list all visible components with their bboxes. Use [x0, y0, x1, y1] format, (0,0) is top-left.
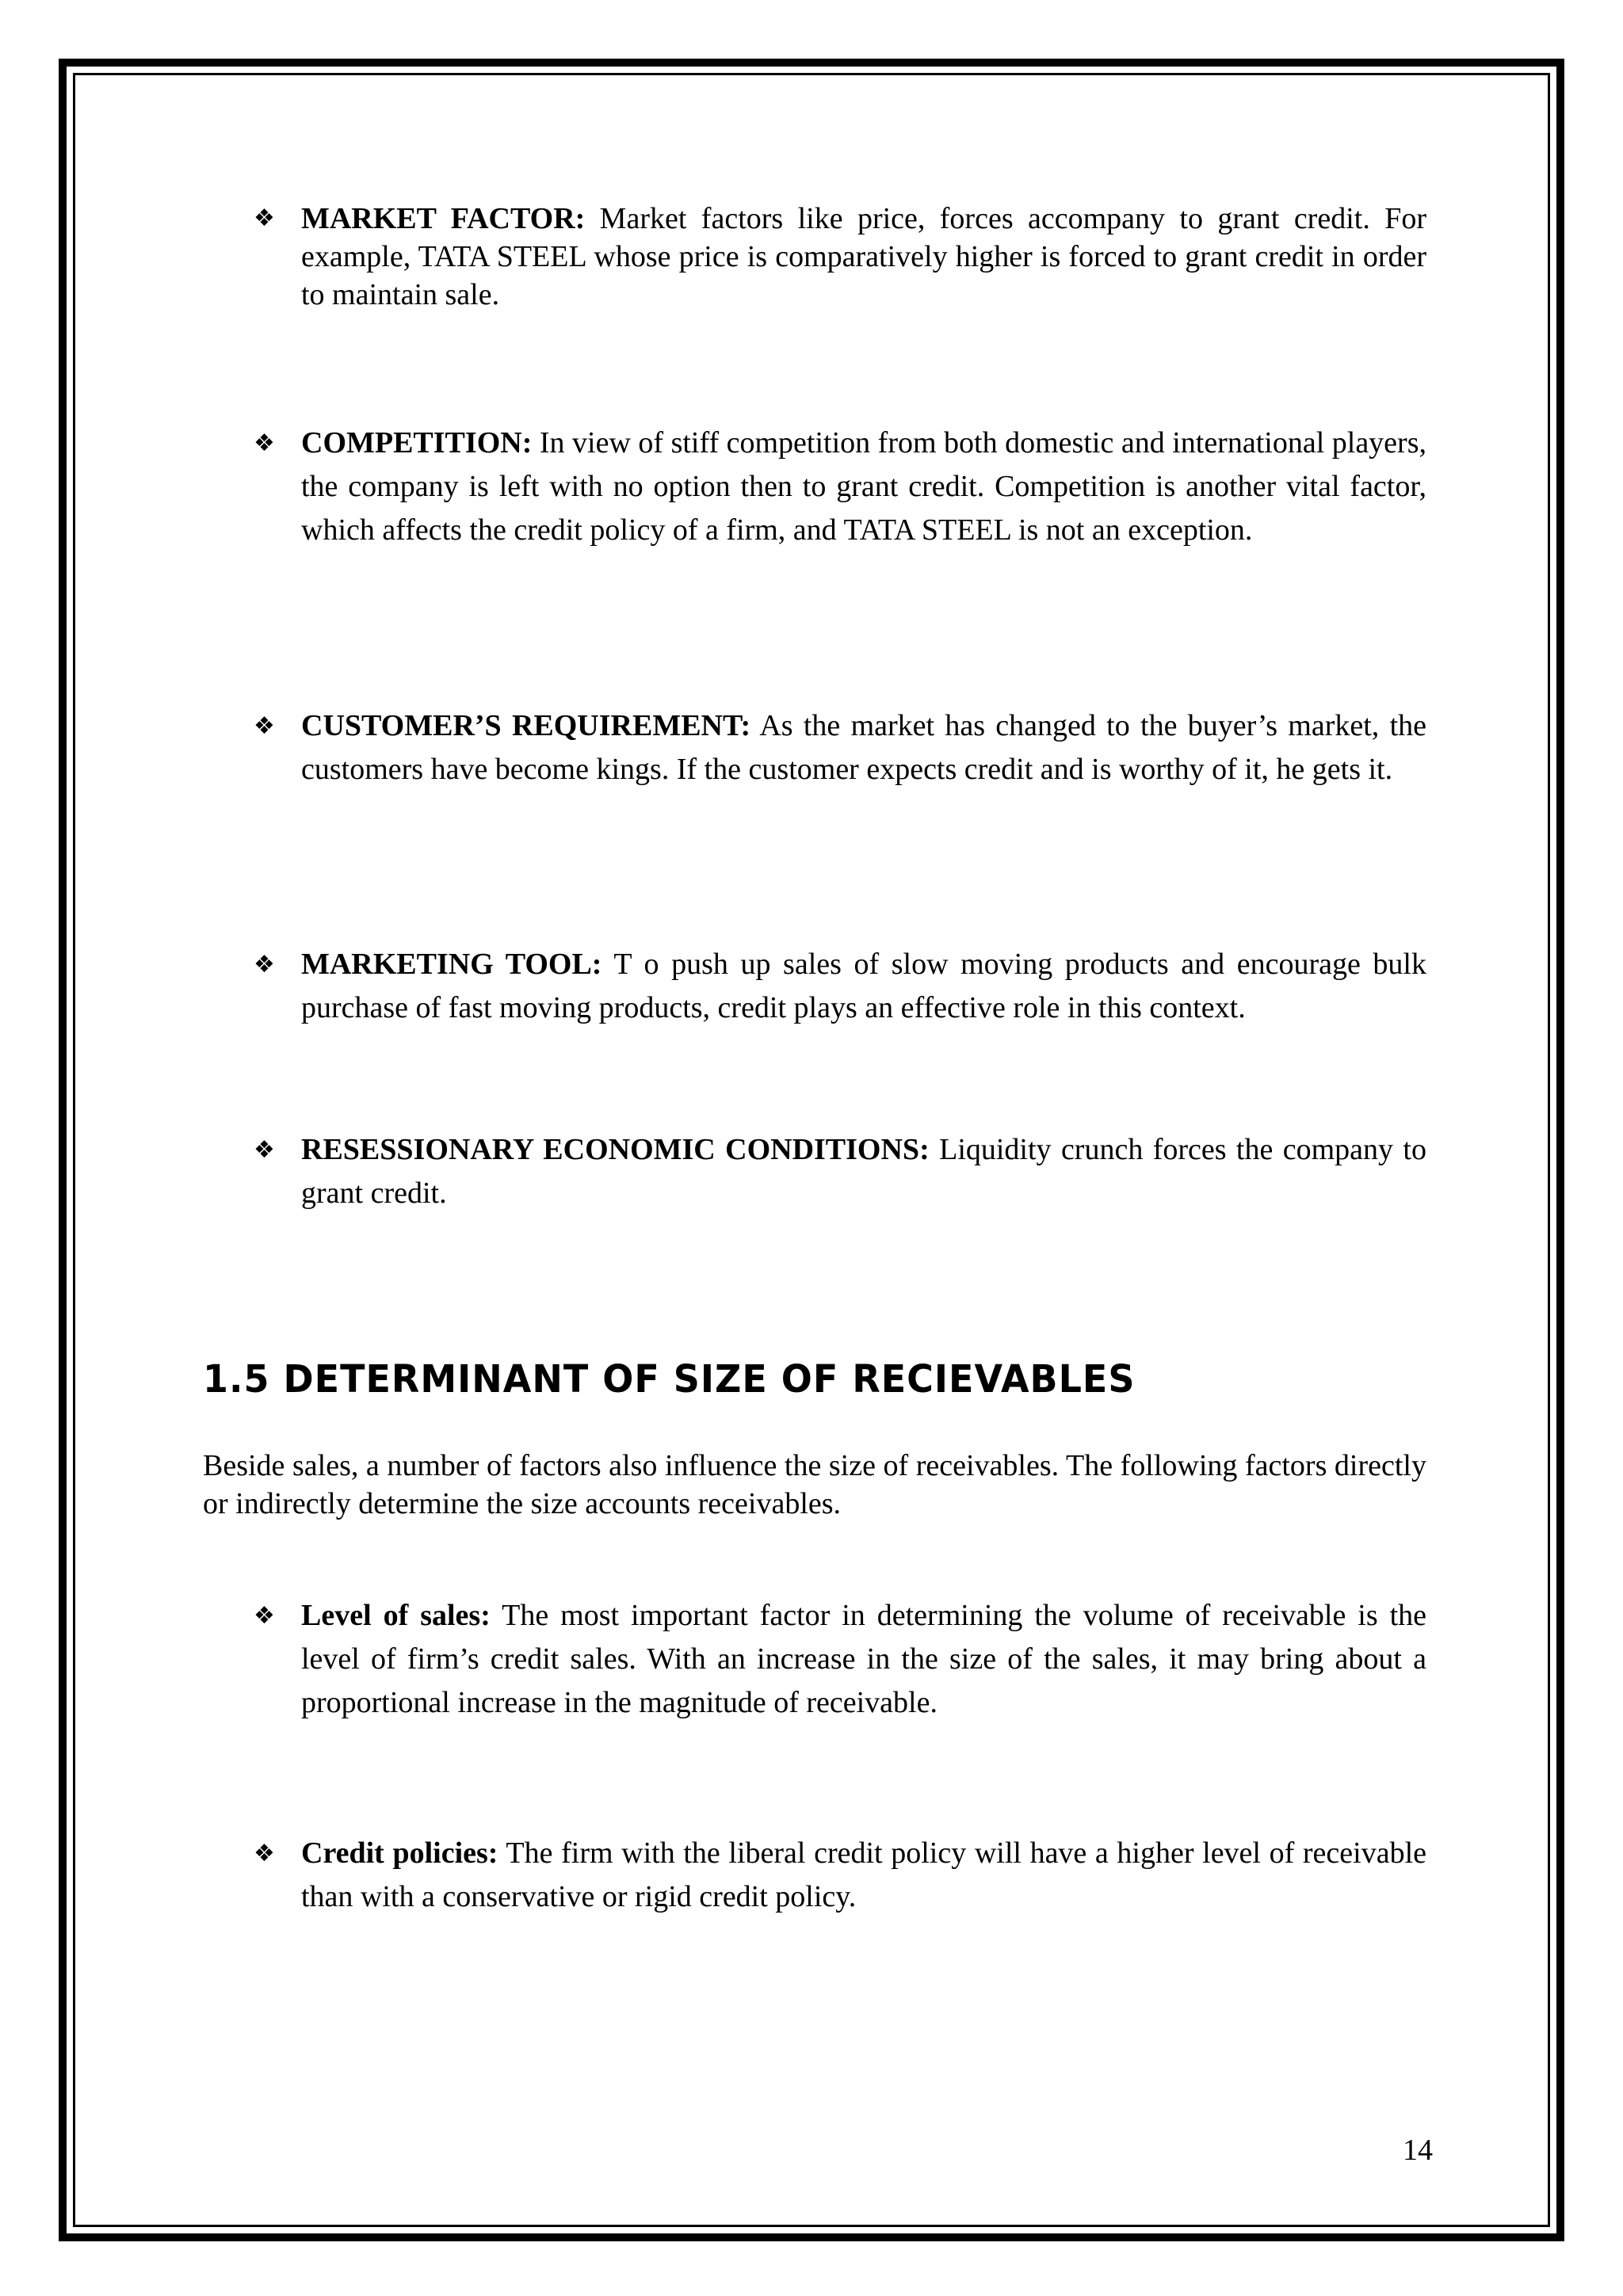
bullet-term: Credit policies: — [301, 1836, 498, 1870]
bullet-text: As the market has changed to the buyer’s market, the customers have become kings. If the customer expects credit and is worthy of it, he gets it. — [301, 709, 1426, 786]
bullet-term: MARKET FACTOR: — [301, 202, 586, 235]
diamond-bullet-icon: ❖ — [254, 1136, 275, 1164]
diamond-bullet-icon: ❖ — [254, 951, 275, 978]
bullet-marketing-tool — [203, 943, 1426, 1030]
bullet-term: COMPETITION: — [301, 426, 533, 460]
bullet-term: MARKETING TOOL: — [301, 948, 602, 981]
bullet-term: CUSTOMER’S REQUIREMENT: — [301, 709, 751, 742]
diamond-bullet-icon: ❖ — [254, 429, 275, 457]
bullet-text: Market factors like price, forces accompany to grant credit. For example, TATA STEEL whose price is comparatively higher is forced to grant credit in order to maintain sale. — [301, 202, 1426, 311]
bullet-recessionary-conditions — [203, 1128, 1426, 1215]
bullet-competition — [203, 421, 1426, 552]
bullet-market-factor — [203, 200, 1426, 314]
diamond-bullet-icon: ❖ — [254, 1840, 275, 1867]
bullet-text: T o push up sales of slow moving products and encourage bulk purchase of fast moving products, credit plays an effective role in this context. — [301, 948, 1426, 1024]
diamond-bullet-icon: ❖ — [254, 1602, 275, 1630]
diamond-bullet-icon: ❖ — [254, 204, 275, 232]
page-number: 14 — [1403, 2134, 1433, 2167]
bullet-text: Liquidity crunch forces the company to grant credit. — [301, 1133, 1426, 1210]
section-heading: 1.5 DETERMINANT OF SIZE OF RECIEVABLES — [203, 1356, 1136, 1402]
bullet-term: RESESSIONARY ECONOMIC CONDITIONS: — [301, 1133, 930, 1166]
bullet-level-of-sales — [203, 1594, 1426, 1725]
bullet-term: Level of sales: — [301, 1599, 491, 1632]
bullet-text: In view of stiff competition from both domestic and international players, the company is left with no option then to grant credit. Competition is another vital factor, which affects the credit policy of a firm, and TATA STEEL is not an exception. — [301, 426, 1426, 547]
bullet-text: The firm with the liberal credit policy will have a higher level of receivable than with a conservative or rigid credit policy. — [301, 1836, 1426, 1913]
bullet-text: The most important factor in determining the volume of receivable is the level of firm’s credit sales. With an increase in the size of the sales, it may bring about a proportional increase in the magnitude of receivable. — [301, 1599, 1427, 1719]
diamond-bullet-icon: ❖ — [254, 712, 275, 740]
bullet-credit-policies — [203, 1832, 1426, 1919]
bullet-customers-requirement — [203, 704, 1426, 791]
section-intro-paragraph: Beside sales, a number of factors also influence the size of receivables. The following factors directly or indirectly determine the size accounts receivables. — [203, 1449, 1426, 1520]
